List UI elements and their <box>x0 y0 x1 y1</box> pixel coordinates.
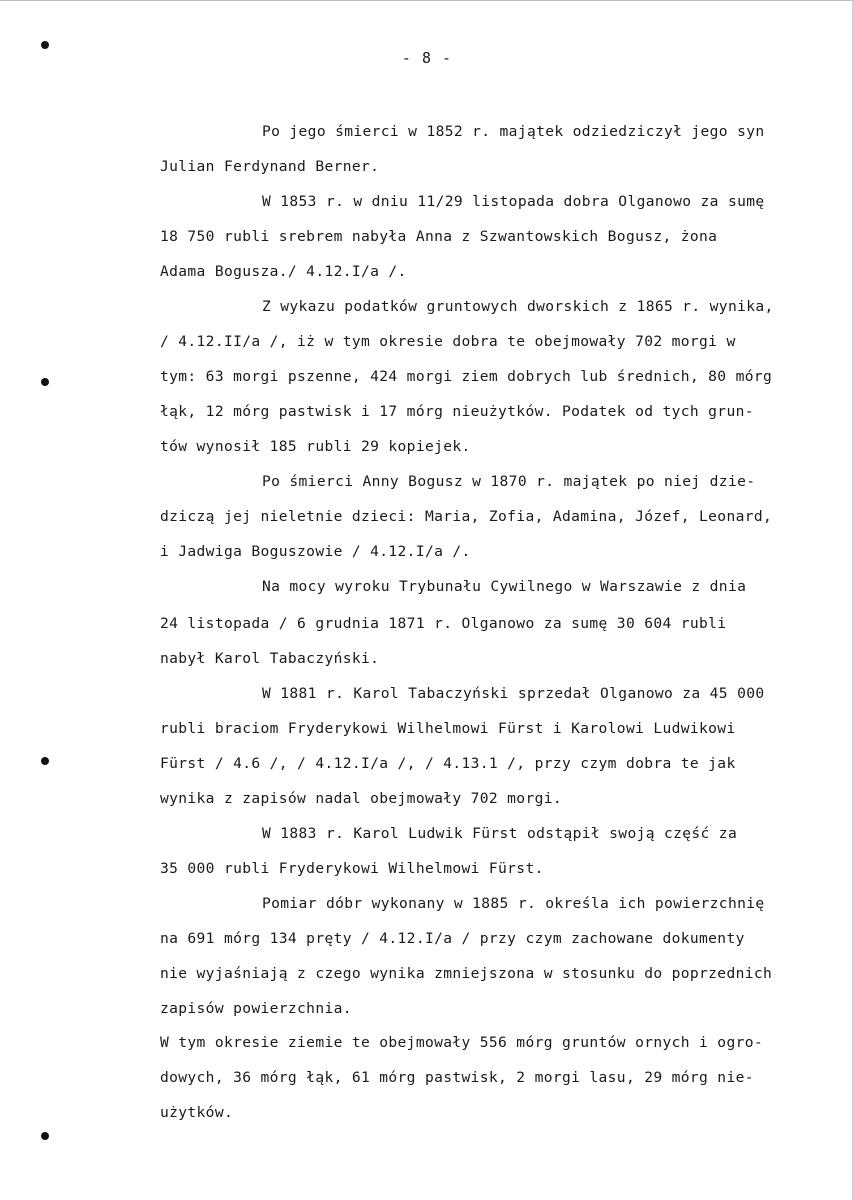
punch-hole-mark <box>41 41 49 49</box>
text-line: Adama Bogusza./ 4.12.I/a /. <box>160 263 407 280</box>
text-line: łąk, 12 mórg pastwisk i 17 mórg nieużytków. Podatek od tych grun- <box>160 403 754 420</box>
text-line: użytków. <box>160 1104 234 1121</box>
text-line: nabył Karol Tabaczyński. <box>160 650 380 667</box>
punch-hole-mark <box>41 1132 49 1140</box>
punch-hole-mark <box>41 378 49 386</box>
text-line: W 1853 r. w dniu 11/29 listopada dobra Olganowo za sumę <box>262 193 765 210</box>
text-line: na 691 mórg 134 pręty / 4.12.I/a / przy czym zachowane dokumenty <box>160 930 745 947</box>
punch-hole-mark <box>41 757 49 765</box>
text-line: Julian Ferdynand Berner. <box>160 158 380 175</box>
text-line: Z wykazu podatków gruntowych dworskich z 1865 r. wynika, <box>262 298 774 315</box>
text-line: tym: 63 morgi pszenne, 424 morgi ziem dobrych lub średnich, 80 mórg <box>160 368 773 385</box>
text-line: 24 listopada / 6 grudnia 1871 r. Olganowo za sumę 30 604 rubli <box>160 615 727 632</box>
text-line: wynika z zapisów nadal obejmowały 702 morgi. <box>160 790 562 807</box>
text-line: Po jego śmierci w 1852 r. majątek odziedziczył jego syn <box>262 123 765 140</box>
text-line: tów wynosił 185 rubli 29 kopiejek. <box>160 438 471 455</box>
text-line: dziczą jej nieletnie dzieci: Maria, Zofia, Adamina, Józef, Leonard, <box>160 508 773 525</box>
text-line: zapisów powierzchnia. <box>160 1000 352 1017</box>
text-line: Pomiar dóbr wykonany w 1885 r. określa ich powierzchnię <box>262 895 765 912</box>
text-line: Po śmierci Anny Bogusz w 1870 r. majątek po niej dzie- <box>262 473 756 490</box>
page-number: - 8 - <box>401 49 453 67</box>
text-line: W 1883 r. Karol Ludwik Fürst odstąpił swoją część za <box>262 825 738 842</box>
text-line: W tym okresie ziemie te obejmowały 556 mórg gruntów ornych i ogro- <box>160 1034 763 1051</box>
text-line: / 4.12.II/a /, iż w tym okresie dobra te obejmowały 702 morgi w <box>160 333 736 350</box>
text-line: rubli braciom Fryderykowi Wilhelmowi Fürst i Karolowi Ludwikowi <box>160 720 736 737</box>
text-line: nie wyjaśniają z czego wynika zmniejszona w stosunku do poprzednich <box>160 965 773 982</box>
text-line: W 1881 r. Karol Tabaczyński sprzedał Olganowo za 45 000 <box>262 685 765 702</box>
text-line: 35 000 rubli Fryderykowi Wilhelmowi Fürst. <box>160 860 544 877</box>
text-line: Fürst / 4.6 /, / 4.12.I/a /, / 4.13.1 /, przy czym dobra te jak <box>160 755 736 772</box>
text-line: dowych, 36 mórg łąk, 61 mórg pastwisk, 2 morgi lasu, 29 mórg nie- <box>160 1069 754 1086</box>
text-line: i Jadwiga Boguszowie / 4.12.I/a /. <box>160 543 471 560</box>
text-line: 18 750 rubli srebrem nabyła Anna z Szwantowskich Bogusz, żona <box>160 228 718 245</box>
text-line: Na mocy wyroku Trybunału Cywilnego w Warszawie z dnia <box>262 578 747 595</box>
